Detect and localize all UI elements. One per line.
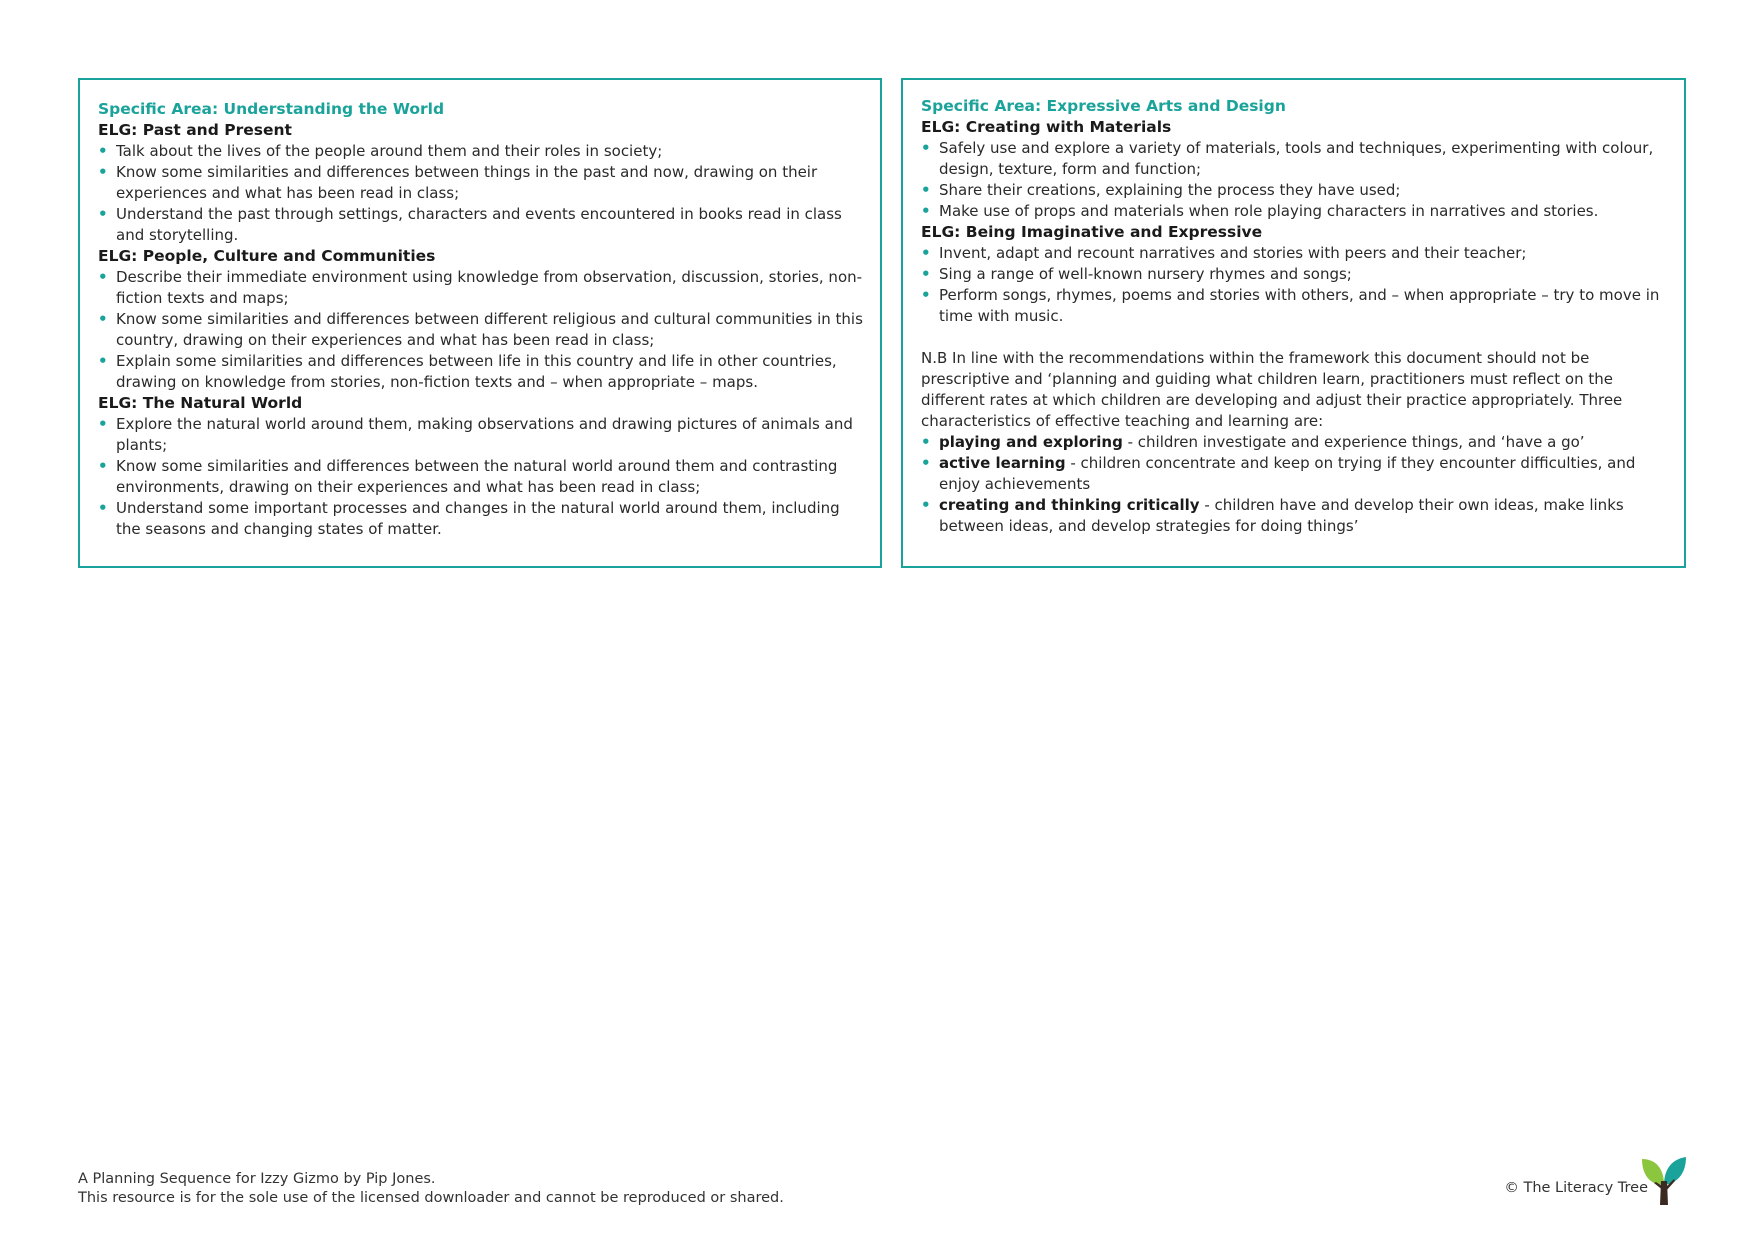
list-item: • Know some similarities and differences between different religious and cultural communities in this country, drawing on their experiences and what has been read in class; <box>98 309 866 351</box>
elg-heading: ELG: People, Culture and Communities <box>98 247 436 265</box>
list-item: • Invent, adapt and recount narratives and stories with peers and their teacher; <box>921 243 1670 264</box>
elg-heading: ELG: Past and Present <box>98 121 292 139</box>
panel-title: Specific Area: Expressive Arts and Design <box>921 97 1286 115</box>
footer-line: This resource is for the sole use of the licensed downloader and cannot be reproduced or shared. <box>78 1190 784 1206</box>
panel-title: Specific Area: Understanding the World <box>98 100 445 118</box>
list-item: • Share their creations, explaining the process they have used; <box>921 180 1670 201</box>
bullet-list <box>98 267 866 393</box>
characteristic-term: creating and thinking critically <box>939 496 1200 514</box>
elg-heading: ELG: The Natural World <box>98 394 303 412</box>
characteristic-term: playing and exploring <box>939 433 1123 451</box>
characteristic-desc: - children investigate and experience things, and ‘have a go’ <box>1122 433 1585 451</box>
characteristic-item <box>921 453 1670 495</box>
list-item: • Explore the natural world around them, making observations and drawing pictures of animals and plants; <box>98 414 866 456</box>
expressive-arts-panel <box>901 78 1686 568</box>
elg-heading: ELG: Being Imaginative and Expressive <box>921 223 1263 241</box>
footer-line: A Planning Sequence for Izzy Gizmo by Pip Jones. <box>78 1171 436 1187</box>
list-item: • Safely use and explore a variety of materials, tools and techniques, experimenting with colour, design, texture, form and function; <box>921 138 1670 180</box>
list-item: • Sing a range of well-known nursery rhymes and songs; <box>921 264 1670 285</box>
characteristic-desc: - children concentrate and keep on trying if they encounter difficulties, and enjoy achievements <box>939 454 1636 493</box>
list-item: • Know some similarities and differences between the natural world around them and contrasting environments, drawing on their experiences and what has been read in class; <box>98 456 866 498</box>
list-item: • Understand some important processes and changes in the natural world around them, including the seasons and changing states of matter. <box>98 498 866 540</box>
copyright: © The Literacy Tree <box>1504 1180 1648 1196</box>
list-item: • Understand the past through settings, characters and events encountered in books read in class and storytelling. <box>98 204 866 246</box>
elg-heading: ELG: Creating with Materials <box>921 118 1172 136</box>
characteristic-item <box>921 432 1670 453</box>
bullet-list <box>921 243 1670 327</box>
list-item: • Know some similarities and differences between things in the past and now, drawing on their experiences and what has been read in class; <box>98 162 866 204</box>
tree-logo-icon <box>1640 1155 1688 1207</box>
footer-credits <box>78 1170 784 1208</box>
characteristic-desc: - children have and develop their own ideas, make links between ideas, and develop strategies for doing things’ <box>939 496 1624 535</box>
characteristics-list <box>921 432 1670 537</box>
characteristic-item <box>921 495 1670 537</box>
list-item: • Perform songs, rhymes, poems and stories with others, and – when appropriate – try to move in time with music. <box>921 285 1670 327</box>
understanding-the-world-panel <box>78 78 882 568</box>
bullet-list <box>98 141 866 246</box>
list-item: • Make use of props and materials when role playing characters in narratives and stories. <box>921 201 1670 222</box>
list-item: • Talk about the lives of the people around them and their roles in society; <box>98 141 866 162</box>
framework-note: N.B In line with the recommendations within the framework this document should not be prescriptive and ‘planning and guiding what children learn, practitioners must reflect on the different rates at which children are developing and adjust their practice appropriately. Three characteristics of effective teaching and learning are: <box>921 349 1623 430</box>
bullet-list <box>98 414 866 540</box>
list-item: • Describe their immediate environment using knowledge from observation, discussion, stories, non-fiction texts and maps; <box>98 267 866 309</box>
list-item: • Explain some similarities and differences between life in this country and life in other countries, drawing on knowledge from stories, non-fiction texts and – when appropriate – maps. <box>98 351 866 393</box>
characteristic-term: active learning <box>939 454 1066 472</box>
bullet-list <box>921 138 1670 222</box>
